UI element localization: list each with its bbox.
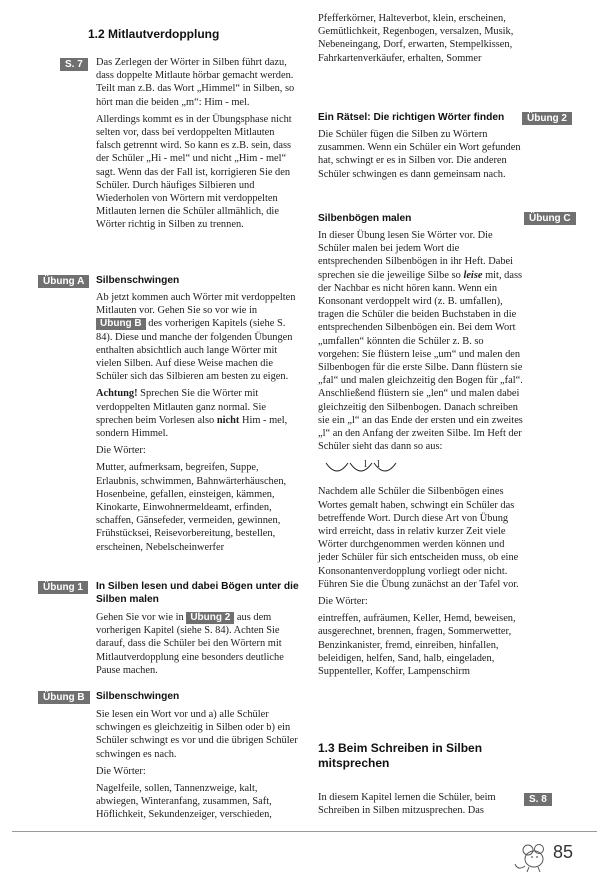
mouse-mascot-icon [513, 838, 551, 874]
uebung-2-paragraph: Die Schüler fügen die Silben zu Wörtern zusammen. Wenn ein Schüler ein Wort gefunden hat, schwingt er es in Silben vor. Die anderen Schüler schwingen es dann gemeinsam nach. [318, 129, 521, 180]
uebung-c-block [318, 212, 526, 682]
syllable-arcs-illustration [324, 457, 404, 479]
uebung-a-block [96, 274, 301, 558]
uebung-b-words: Nagelfeile, sollen, Tannenzweige, kalt, abwiegen, Winteranfang, zusammen, Saft, Höflichkeit, Sekundenzeiger, verschieden, [96, 783, 272, 821]
uebung-a-paragraph-1 [96, 291, 301, 383]
achtung-label: Achtung! [96, 388, 138, 400]
uebung-c-paragraph-2: Nachdem alle Schüler die Silbenbögen eines Wortes gemalt haben, schwingt ein Schüler das betreffende Wort. Durch diese Art von Übung wird erreicht, dass in relativ kurzer Zeit viele Wörter durchgenommen werden können und jeder Schüler für sich entscheiden muss, ob eine Konsonantenverdopplung vorliegt oder nicht. Führen Sie die Übung zunächst an der Tafel vor. [318, 486, 519, 590]
uebung-a-title: Silbenschwingen [96, 275, 180, 286]
text-span: In dieser Übung lesen Sie Wörter vor. Die Schüler malen bei jedem Wort die entsprechenden Silbenbögen in ihr Heft. Dabei sprechen sie die jeweilige Silbe so [318, 230, 514, 281]
words-label: Die Wörter: [96, 445, 146, 457]
text-span: Ab jetzt kommen auch Wörter mit verdoppelten Mitlauten vor. Gehen Sie so vor wie in [96, 292, 296, 317]
section-title-1-3: 1.3 Beim Schreiben in Silben mitsprechen [318, 741, 483, 770]
intro-paragraph-2: Allerdings kommt es in der Übungsphase nicht selten vor, dass bei verdoppelten Mitlauten falsch getrennt wird. So kann es z.B. sein, dass der Schüler „Hi - mel“ und nicht „Him - mel“ sagt. Wenn das der Fall ist, korrigieren Sie den Schüler. Durch häufiges Silbieren und Wiederholen von Wörtern mit verdoppelten Mitlauten lernen die Schüler allmählich, die Wörter richtig in Silben zu trennen. [96, 113, 292, 231]
text-span: aus dem vorherigen Kapitel (siehe S. 84). Achten Sie darauf, dass die Schüler bei den Wörtern mit Mitlautverdopplung eine besonders deutliche Pause machen. [96, 612, 284, 676]
section-1-3-intro [318, 791, 528, 821]
text-span: des vorherigen Kapitels (siehe S. 84). Diese und manche der folgenden Übungen enthalten absichtlich auch lange Wörter mit vielen Silben. Auf diese Weise machen die Schüler sich das Silbieren am besten zu eigen. [96, 318, 293, 383]
uebung-2-block [318, 111, 528, 185]
tag-uebung-1: Übung 1 [38, 581, 88, 594]
text-span: Sprechen Sie die Wörter mit verdoppelten Mitlauten ganz normal. Sie sprechen beim Vorlesen also [96, 388, 266, 426]
uebung-a-words: Mutter, aufmerksam, begreifen, Suppe, Erlaubnis, schwimmen, Bahnwärterhäuschen, Hosenbeine, gefallen, einsteigen, kämmen, Kinokarte, Einwohnermeldeamt, erfinden, schaffen, Gänsefeder, vermeiden, gewinnen, Frühstücksei, Reisevorbereitung, bestellen, erscheinen, Nebelscheinwerfer [96, 462, 287, 553]
uebung-2-title: Ein Rätsel: Die richtigen Wörter finden [318, 112, 505, 123]
continued-words [318, 12, 526, 69]
intro-text [96, 56, 301, 236]
arc-letter-l-2: l [377, 459, 380, 471]
tag-uebung-2: Übung 2 [522, 112, 572, 125]
inline-tag-uebung-b: Übung B [96, 318, 146, 330]
tag-uebung-c: Übung C [524, 212, 576, 225]
uebung-b-block [96, 690, 301, 826]
inline-tag-uebung-2: Übung 2 [186, 612, 234, 624]
uebung-1-paragraph [96, 611, 301, 677]
uebung-a-paragraph-2 [96, 387, 301, 440]
section-title-1-2: 1.2 Mitlautverdopplung [88, 27, 220, 41]
page-number: 85 [553, 842, 574, 862]
uebung-c-paragraph-1 [318, 229, 526, 453]
text-span: mit, dass der Nachbar es nicht hören kann. Wenn ein Konsonant verdoppelt wird (z. B. umfallen), tragen die Schüler die beiden Buchstaben in die entsprechenden Silbenbögen ein. Bei dem Wort „umfallen“ könnten die Schüler z. B. so vorgehen: Sie flüstern leise „um“ und malen den Silbenbogen für die erste Silbe. Dann flüstern sie „fal“ und malen gleichzeitig den Bogen für „fal“. Anschließend flüstern sie „len“ und malen dabei gleichzeitig den Silbenbogen. Danach schreiben sie ein „l“ an das Ende der ersten und ein zweites „l“ an den Anfang der zweiten Silbe. Im Heft der Schüler sieht das dann so aus: [318, 269, 523, 453]
words-label: Die Wörter: [318, 596, 368, 608]
uebung-b-title: Silbenschwingen [96, 691, 180, 702]
section-1-3-paragraph: In diesem Kapitel lernen die Schüler, beim Schreiben in Silben mitzusprechen. Das [318, 792, 496, 817]
tag-s7: S. 7 [60, 58, 88, 71]
arc-letter-l-1: l [364, 459, 367, 471]
uebung-1-block [96, 580, 301, 681]
text-span: Him - mel, sondern Himmel. [96, 414, 288, 440]
uebung-1-title: In Silben lesen und dabei Bögen unter die Silben malen [96, 581, 299, 605]
words-label: Die Wörter: [96, 765, 146, 777]
uebung-b-paragraph: Sie lesen ein Wort vor und a) alle Schüler schwingen es gleichzeitig in Silben oder b) ein Schüler schwingt es vor und die übrigen Schüler schwingen es nach. [96, 709, 298, 760]
intro-paragraph-1: Das Zerlegen der Wörter in Silben führt dazu, dass doppelte Mitlaute hörbar gemacht werden. Teilt man z.B. das Wort „Himmel“ in Silben, so hört man die beiden „m“: Him - mel. [96, 57, 295, 108]
uebung-c-words: eintreffen, aufräumen, Keller, Hemd, beweisen, ausgerechnet, brennen, fragen, Sommerwetter, Benzinkanister, fremd, einreiben, hinfallen, beleidigen, helfen, Sand, halb, eingeladen, Suppenteller, Koffer, Lampenschirm [318, 613, 516, 678]
footer-divider [12, 831, 597, 832]
tag-uebung-b: Übung B [38, 691, 90, 704]
nicht-emphasis: nicht [216, 414, 240, 426]
leise-emphasis: leise [463, 269, 483, 281]
text-span: Gehen Sie vor wie in [96, 612, 187, 623]
uebung-c-title: Silbenbögen malen [318, 213, 412, 224]
tag-uebung-a: Übung A [38, 275, 89, 288]
tag-s8: S. 8 [524, 793, 552, 806]
continued-word-list: Pfefferkörner, Halteverbot, klein, erscheinen, Gemütlichkeit, Regenbogen, versalzen, Musik, Nebeneingang, Dorf, erwarten, Stempelkissen, Fahrkartenverkäufer, erhalten, Sommer [318, 13, 514, 64]
